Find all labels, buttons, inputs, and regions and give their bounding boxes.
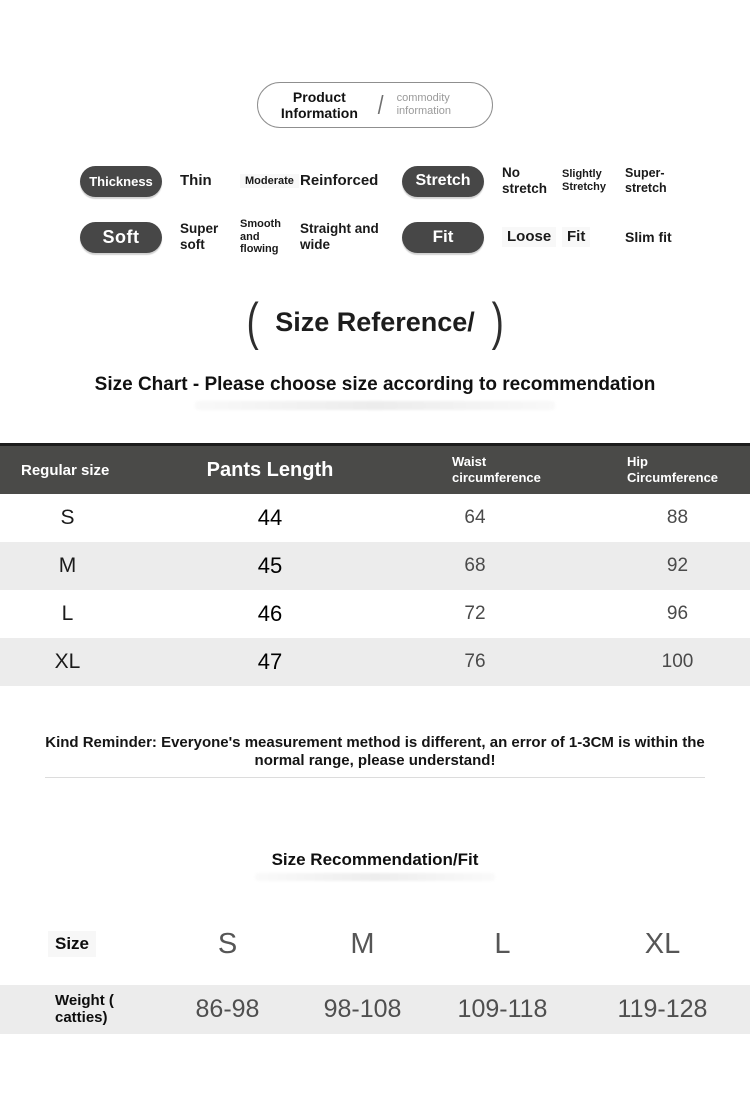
size-recommendation-table [0,918,750,1034]
section-divider [45,777,705,778]
attr-label-text: Fit [432,227,454,246]
attr-label-text: Stretch [415,172,471,189]
attr-option-reinforced: Reinforced [300,172,379,190]
cell-hip: 96 [666,603,689,624]
attr-option-no-stretch: No stretch [502,165,548,196]
attr-option-text: Moderate [240,174,299,189]
column-header-pants-length: Pants Length [206,458,334,481]
size-value: XL [644,927,681,960]
attr-option-fit [562,227,625,247]
cell-size: M [58,554,77,577]
size-value: M [350,927,375,960]
attr-option-smooth-flowing: Smooth and flowing [240,217,281,256]
size-recommendation-heading: Size Recommendation/Fit [271,850,479,869]
weight-range: 98-108 [323,995,402,1023]
size-chart-subtitle: Size Chart - Please choose size according to recommendation [94,374,656,395]
attr-option-text: Loose [502,227,556,247]
subtitle-underline-bar [195,401,555,410]
kind-reminder-text: Kind Reminder: Everyone's measurement method is different, an error of 1-3CM is within the normal range, please understand! [45,734,705,769]
close-paren-decoration: ) [491,293,504,351]
attr-option-loose [502,227,562,247]
cell-size: XL [54,650,81,673]
cell-size: L [61,602,74,625]
sizes-row [0,918,750,970]
product-info-badge [257,82,493,128]
cell-pants-length: 47 [257,649,283,674]
cell-hip: 88 [666,507,689,528]
attributes-section [80,156,700,268]
table-row [0,590,750,638]
cell-waist: 76 [464,651,486,672]
recommendation-underline-bar [255,873,495,881]
table-row [0,494,750,542]
size-chart-table [0,443,750,686]
column-header-waist: Waist circumference [452,454,541,485]
table-row [0,542,750,590]
size-reference-heading: Size Reference/ [275,306,475,337]
size-chart-header-row [0,443,750,494]
attr-option-text: Fit [562,227,590,247]
weights-row [0,985,750,1034]
attr-option-super-soft: Super soft [180,221,219,252]
cell-pants-length: 44 [257,505,283,530]
badge-title: Product Information [280,88,358,121]
attr-option-moderate [240,174,300,189]
badge-subtitle: commodity information [396,91,452,117]
attr-label-text: Soft [102,226,140,247]
column-header-regular-size: Regular size [21,461,110,479]
cell-pants-length: 45 [257,553,283,578]
attr-label-soft [80,222,162,253]
attr-label-thickness [80,166,162,197]
cell-waist: 64 [464,507,486,528]
attr-label-fit [402,222,484,253]
cell-waist: 72 [464,603,486,624]
cell-waist: 68 [464,555,486,576]
row-label-cell [0,931,160,957]
cell-hip: 100 [661,651,694,672]
size-reference-heading-block [0,293,750,351]
cell-pants-length: 46 [257,601,283,626]
attr-label-text: Thickness [89,173,153,189]
attr-option-slightly-stretchy: Slightly Stretchy [562,168,607,193]
column-header-hip: Hip Circumference [627,454,719,485]
attr-label-stretch [402,166,484,197]
table-row [0,638,750,686]
weight-row-label: Weight ( catties) [55,991,114,1026]
cell-size: S [60,506,75,529]
attr-option-thin: Thin [180,172,212,190]
weight-range: 86-98 [195,995,260,1023]
weight-range: 119-128 [617,995,708,1023]
attr-option-slim-fit: Slim fit [625,228,672,245]
weight-range: 109-118 [457,995,548,1023]
size-value: S [217,927,238,960]
attr-option-super-stretch: Super-stretch [625,166,667,195]
attr-option-straight-wide: Straight and wide [300,221,379,252]
slash-divider-icon: / [378,89,384,120]
size-value: L [494,927,511,960]
cell-hip: 92 [666,555,689,576]
open-paren-decoration: ( [246,293,259,351]
size-row-label: Size [48,931,96,957]
